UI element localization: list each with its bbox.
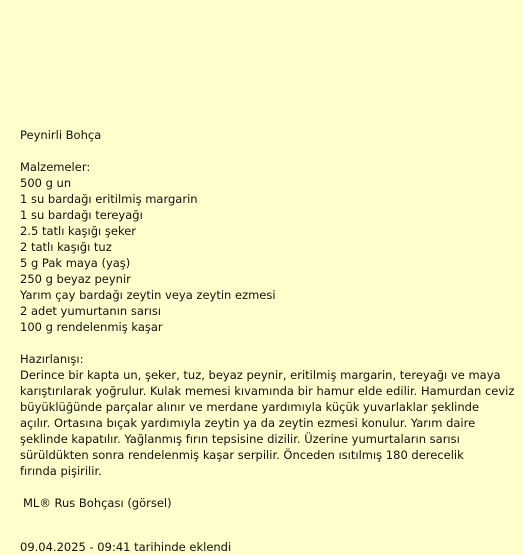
ingredient-item: 250 g beyaz peynir	[20, 272, 131, 286]
method-line: büyüklüğünde parçalar alınır ve merdane yardımıyla küçük yuvarlaklar şeklinde	[20, 400, 480, 414]
ingredient-item: 2 tatlı kaşığı tuz	[20, 240, 112, 254]
ingredient-item: 2.5 tatlı kaşığı şeker	[20, 224, 137, 238]
ingredients-heading: Malzemeler:	[20, 160, 91, 174]
recipe-content	[20, 127, 515, 511]
method-line: karıştırılarak yoğrulur. Kulak memesi kıvamında bir hamur elde edilir. Hamurdan ceviz	[20, 384, 515, 398]
ingredient-item: 100 g rendelenmiş kaşar	[20, 320, 163, 334]
method-heading: Hazırlanışı:	[20, 352, 84, 366]
ingredient-item: Yarım çay bardağı zeytin veya zeytin ezmesi	[20, 288, 276, 302]
method-line: sürüldükten sonra rendelenmiş kaşar serpilir. Önceden ısıtılmış 180 derecelik	[20, 448, 464, 462]
recipe-title: Peynirli Bohça	[20, 128, 102, 142]
added-date-footer: 09.04.2025 - 09:41 tarihinde eklendi	[20, 540, 232, 554]
method-line: şeklinde kapatılır. Yağlanmış fırın tepsisine dizilir. Üzerine yumurtaların sarısı	[20, 432, 460, 446]
ingredients-list	[20, 175, 490, 335]
spacer	[20, 335, 490, 351]
method-paragraph	[20, 367, 515, 479]
ingredient-item: 500 g un	[20, 176, 72, 190]
image-credit: ML® Rus Bohçası (görsel)	[23, 496, 172, 510]
ingredient-item: 1 su bardağı tereyağı	[20, 208, 143, 222]
spacer	[20, 479, 490, 495]
method-line: Derince bir kapta un, şeker, tuz, beyaz peynir, eritilmiş margarin, tereyağı ve maya	[20, 368, 501, 382]
method-line: açılır. Ortasına bıçak yardımıyla zeytin ya da zeytin ezmesi konulur. Yarım daire	[20, 416, 476, 430]
spacer	[20, 143, 490, 159]
ingredient-item: 2 adet yumurtanın sarısı	[20, 304, 162, 318]
ingredient-item: 5 g Pak maya (yaş)	[20, 256, 131, 270]
ingredient-item: 1 su bardağı eritilmiş margarin	[20, 192, 198, 206]
method-line: fırında pişirilir.	[20, 464, 102, 478]
